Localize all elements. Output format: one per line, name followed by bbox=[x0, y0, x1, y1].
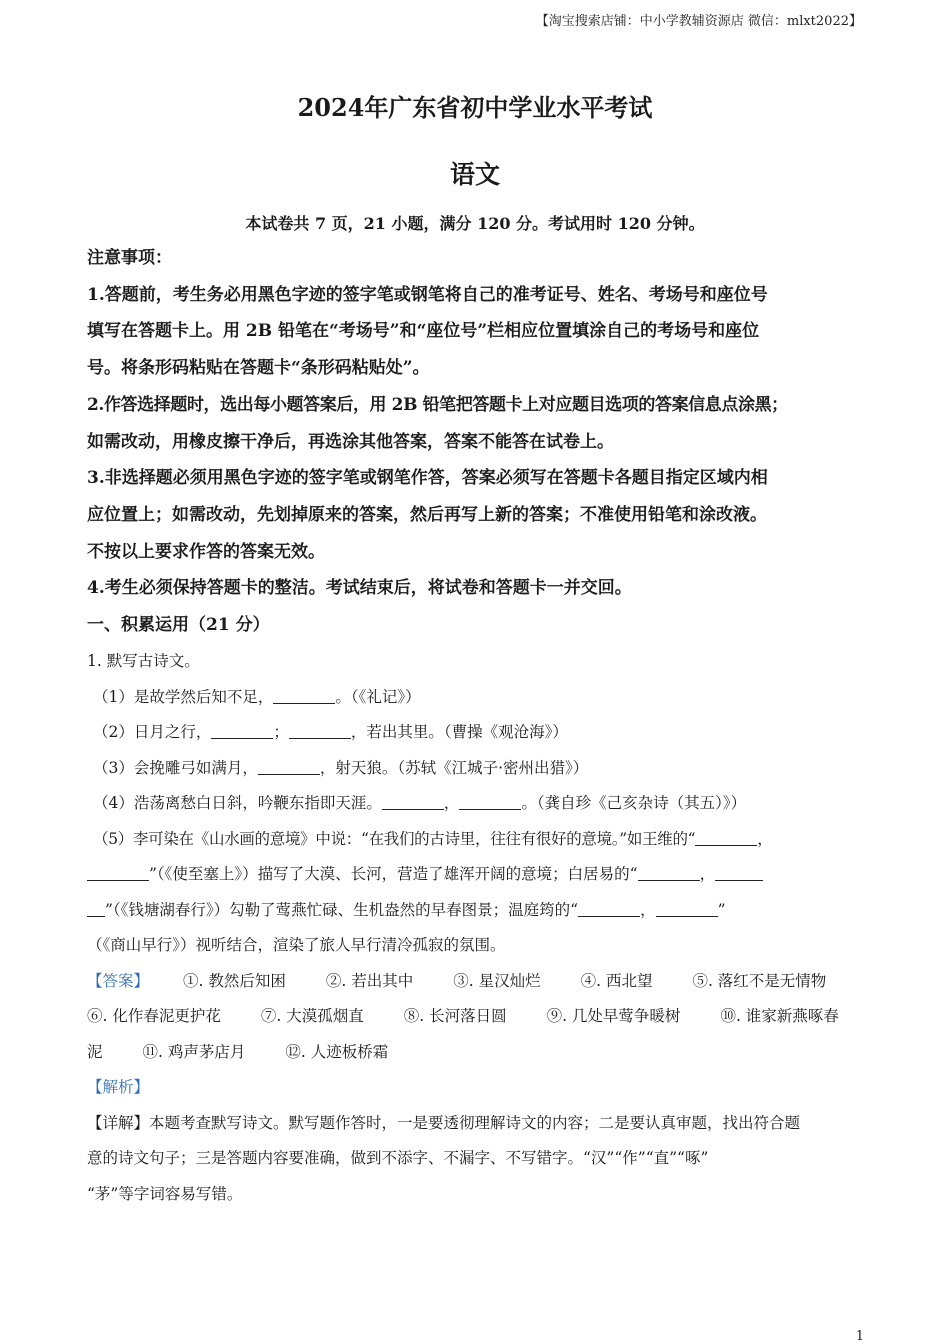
answer-item: ⑨. 几处早莺争暖树 bbox=[546, 1007, 681, 1025]
answer-item: ⑫. 人迹板桥霜 bbox=[285, 1042, 389, 1061]
notes-line: 号。将条形码粘贴在答题卡“条形码粘贴处”。 bbox=[87, 358, 430, 379]
notes-line: 不按以上要求作答的答案无效。 bbox=[87, 541, 325, 562]
answer-line bbox=[87, 964, 867, 1000]
notes-line: 填写在答题卡上。用 2B 铅笔在“考场号”和“座位号”栏相应位置填涂自己的考场号和座位 bbox=[87, 321, 760, 342]
answer-blank bbox=[273, 687, 335, 704]
answer-item: ⑦. 大漠孤烟直 bbox=[260, 1007, 364, 1025]
question-item-5-line bbox=[87, 893, 867, 929]
exam-info: 本试卷共 7 页，21 小题，满分 120 分。考试用时 120 分钟。 bbox=[245, 214, 705, 233]
header-note: 【淘宝搜索店铺：中小学教辅资源店 微信：mlxt2022】 bbox=[535, 14, 862, 29]
exam-title: 2024年广东省初中学业水平考试 bbox=[297, 93, 653, 122]
item-text: ，射天狼。（苏轼《江城子·密州出猎》） bbox=[319, 758, 589, 777]
answer-blank bbox=[695, 829, 757, 846]
answer-blank bbox=[382, 794, 444, 811]
question-item-5 bbox=[87, 822, 867, 858]
item-text: ， bbox=[443, 794, 460, 812]
question-item-5-line: （《商山早行》）视听结合，渲染了旅人早行清冷孤寂的氛围。 bbox=[87, 936, 506, 954]
item-text: （4）浩荡离愁白日斜，吟鞭东指即天涯。 bbox=[93, 794, 382, 812]
notes-section bbox=[87, 240, 867, 607]
answer-item: ②. 若出其中 bbox=[325, 971, 414, 990]
notes-heading: 注意事项： bbox=[87, 248, 172, 268]
question-item-3 bbox=[87, 751, 867, 787]
item-text: ； bbox=[273, 723, 289, 741]
answer-blank bbox=[87, 865, 149, 882]
answer-blank bbox=[638, 865, 700, 882]
item-text: ”（《钱塘湖春行》）勾勒了莺燕忙碌、生机盎然的早春图景；温庭筠的“ bbox=[105, 900, 579, 919]
item-text: （2）日月之行， bbox=[93, 723, 212, 741]
subject-title: 语文 bbox=[449, 160, 500, 189]
question-stem: 1. 默写古诗文。 bbox=[87, 652, 200, 670]
item-text: （3）会挽雕弓如满月， bbox=[93, 758, 258, 777]
analysis-label: 【解析】 bbox=[87, 1078, 150, 1096]
answer-item: ⑪. 鸡声茅店月 bbox=[142, 1042, 246, 1061]
item-text: ” bbox=[717, 900, 726, 919]
question-item-4 bbox=[87, 786, 867, 822]
answer-line bbox=[87, 999, 867, 1035]
question-item-1 bbox=[87, 680, 867, 716]
answer-item: ⑥. 化作春泥更护花 bbox=[87, 1007, 221, 1025]
item-text: ， bbox=[699, 865, 716, 883]
item-text: （1）是故学然后知不足， bbox=[93, 687, 274, 706]
answer-label: 【答案】 bbox=[87, 971, 150, 990]
item-text: ， bbox=[640, 900, 656, 919]
item-text: ”（《使至塞上》）描写了大漠、长河，营造了雄浑开阔的意境；白居易的“ bbox=[149, 865, 638, 883]
answer-blank bbox=[211, 723, 273, 740]
item-text: ，若出其里。（曹操《观沧海》） bbox=[350, 723, 568, 741]
answer-item: ①. 教然后知困 bbox=[183, 971, 286, 990]
item-text: ， bbox=[757, 829, 773, 848]
question-item-5-line bbox=[87, 857, 867, 893]
item-text: （5）李可染在《山水画的意境》中说：“在我们的古诗里，往往有很好的意境。”如王维的“ bbox=[93, 829, 696, 848]
answer-item: ⑩. 谁家新燕啄春 bbox=[720, 1007, 839, 1025]
item-text: 。（《礼记》） bbox=[335, 687, 421, 706]
answer-blank bbox=[656, 900, 718, 917]
answer-blank bbox=[459, 794, 521, 811]
notes-line: 3.非选择题必须用黑色字迹的签字笔或钢笔作答，答案必须写在答题卡各题目指定区域内相 bbox=[87, 468, 768, 489]
question-item-2 bbox=[87, 715, 867, 751]
section-heading: 一、积累运用（21 分） bbox=[87, 615, 270, 635]
notes-line: 如需改动，用橡皮擦干净后，再选涂其他答案，答案不能答在试卷上。 bbox=[87, 431, 614, 452]
analysis-text: “茅”等字词容易写错。 bbox=[87, 1184, 243, 1203]
answer-blank bbox=[578, 900, 640, 917]
answer-blank bbox=[289, 723, 351, 740]
answer-blank bbox=[258, 758, 320, 775]
answer-item: 泥 bbox=[87, 1042, 103, 1061]
notes-line: 2.作答选择题时，选出每小题答案后，用 2B 铅笔把答题卡上对应题目选项的答案信息点涂黑； bbox=[87, 394, 788, 415]
answer-item: ⑧. 长河落日圆 bbox=[403, 1007, 507, 1025]
answer-item: ④. 西北望 bbox=[580, 971, 653, 990]
analysis-text: 意的诗文句子；三是答题内容要准确，做到不添字、不漏字、不写错字。“汉”“作”“直”“啄” bbox=[87, 1149, 709, 1167]
notes-line: 4.考生必须保持答题卡的整洁。考试结束后，将试卷和答题卡一并交回。 bbox=[87, 578, 632, 599]
question-1 bbox=[87, 644, 867, 1212]
answer-line bbox=[87, 1035, 867, 1071]
answer-blank bbox=[715, 865, 763, 882]
answer-item: ⑤. 落红不是无情物 bbox=[692, 971, 827, 990]
answer-blank bbox=[87, 900, 105, 917]
notes-line: 应位置上；如需改动，先划掉原来的答案，然后再写上新的答案；不准使用铅笔和涂改液。 bbox=[87, 504, 767, 525]
item-text: 。（龚自珍《己亥杂诗（其五）》） bbox=[521, 794, 747, 812]
page-number: 1 bbox=[855, 1329, 864, 1344]
answer-item: ③. 星汉灿烂 bbox=[453, 971, 541, 990]
notes-line: 1.答题前，考生务必用黑色字迹的签字笔或钢笔将自己的准考证号、姓名、考场号和座位号 bbox=[87, 284, 768, 305]
analysis-text: 【详解】本题考查默写诗文。默写题作答时，一是要透彻理解诗文的内容；二是要认真审题，找出符合题 bbox=[87, 1113, 801, 1132]
